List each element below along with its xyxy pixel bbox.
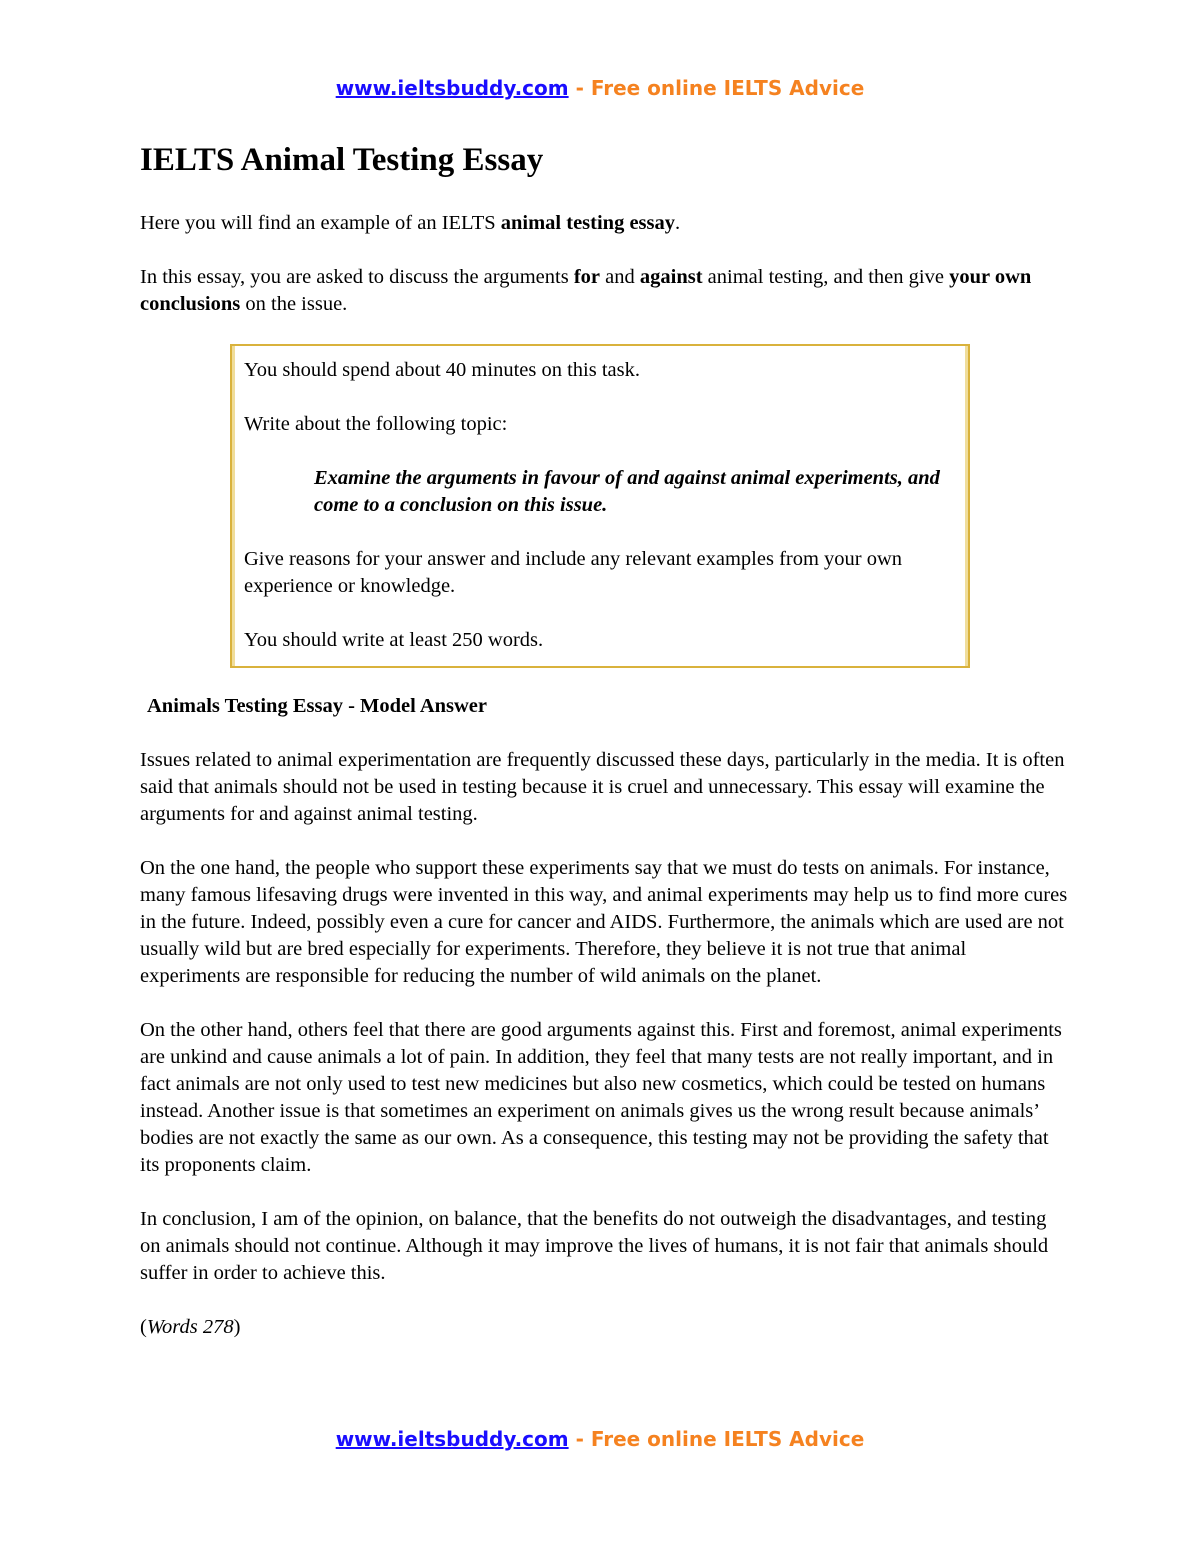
intro-paragraph-2: [140, 264, 1070, 318]
essay-paragraph: In conclusion, I am of the opinion, on balance, that the benefits do not outweigh the disadvantages, and testing on animals should not continue. Although it may improve the lives of humans, it is not fair that animals should suffer in order to achieve this.: [140, 1208, 1049, 1284]
intro-text: Here you will find an example of an IELTS: [140, 212, 501, 234]
intro-emphasis: for: [573, 266, 601, 288]
intro-text: and: [600, 266, 640, 288]
intro-emphasis: against: [639, 266, 703, 288]
model-answer-heading: Animals Testing Essay - Model Answer: [147, 695, 488, 717]
task-box: [230, 344, 970, 668]
intro-text: .: [675, 212, 681, 234]
essay-paragraph: Issues related to animal experimentation are frequently discussed these days, particularly in the media. It is often said that animals should not be used in testing because it is cruel and unnecessary. This essay will examine the arguments for and against animal testing.: [140, 749, 1065, 825]
task-time: You should spend about 40 minutes on this task.: [244, 359, 640, 381]
essay-paragraph: On the one hand, the people who support these experiments say that we must do tests on animals. For instance, many famous lifesaving drugs were invented in this way, and animal experiments may help us to find more cures in the future. Indeed, possibly even a cure for cancer and AIDS. Furthermore, the animals which are used are not usually wild but are bred especially for experiments. Therefore, they believe it is not true that animal experiments are responsible for reducing the number of wild animals on the planet.: [140, 857, 1068, 987]
footer-tagline: Free online IELTS Advice: [590, 1427, 865, 1451]
word-count-paren: ): [233, 1316, 241, 1338]
intro-text: on the issue.: [240, 293, 348, 315]
document-body: [140, 140, 1070, 1341]
intro-text: In this essay, you are asked to discuss the arguments: [140, 266, 574, 288]
footer-separator: -: [568, 1427, 591, 1451]
task-reasons: Give reasons for your answer and include any relevant examples from your own experience or knowledge.: [244, 548, 903, 597]
header-tagline: Free online IELTS Advice: [590, 76, 865, 100]
intro-emphasis: animal testing essay: [500, 212, 675, 234]
task-length: You should write at least 250 words.: [244, 629, 544, 651]
task-topic: Examine the arguments in favour of and against animal experiments, and come to a conclusion on this issue.: [314, 467, 940, 516]
page-title: IELTS Animal Testing Essay: [140, 142, 544, 178]
header-separator: -: [568, 76, 591, 100]
word-count-label: Words 278: [146, 1316, 234, 1338]
essay-paragraph: On the other hand, others feel that there are good arguments against this. First and foremost, animal experiments are unkind and cause animals a lot of pain. In addition, they feel that many tests are not really important, and in fact animals are not only used to test new medicines but also new cosmetics, which could be tested on humans instead. Another issue is that sometimes an experiment on animals gives us the wrong result because animals’ bodies are not exactly the same as our own. As a consequence, this testing may not be providing the safety that its proponents claim.: [140, 1019, 1062, 1176]
intro-paragraph-1: [140, 210, 1070, 237]
intro-text: animal testing, and then give: [702, 266, 950, 288]
word-count: [140, 1314, 1070, 1341]
footer-site-link[interactable]: www.ieltsbuddy.com: [335, 1427, 569, 1451]
page-footer: [0, 1427, 1200, 1451]
word-count-paren: (: [140, 1316, 147, 1338]
page-header: [0, 76, 1200, 100]
header-site-link[interactable]: www.ieltsbuddy.com: [335, 76, 569, 100]
intro-emphasis: your own conclusions: [140, 266, 1032, 315]
task-instruction: Write about the following topic:: [244, 413, 508, 435]
